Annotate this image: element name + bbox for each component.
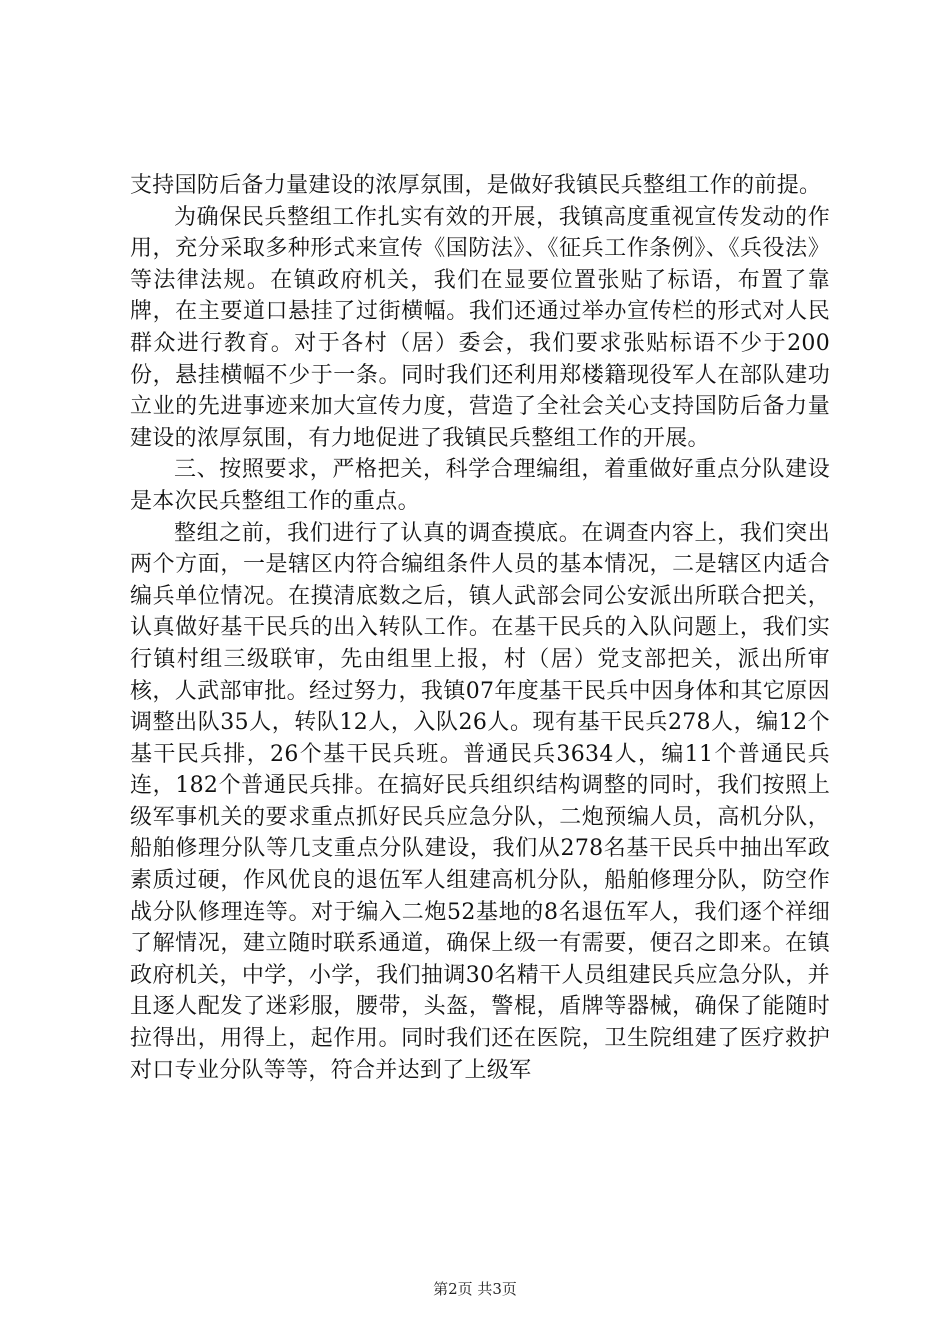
page-number-label: 第2页 共3页 bbox=[433, 1280, 517, 1298]
paragraph-1: 支持国防后备力量建设的浓厚氛围，是做好我镇民兵整组工作的前提。 bbox=[130, 173, 822, 198]
document-body bbox=[130, 170, 830, 1086]
paragraph-2: 为确保民兵整组工作扎实有效的开展，我镇高度重视宣传发动的作用，充分采取多种形式来宣传《国防法》、《征兵工作条例》、《兵役法》等法律法规。在镇政府机关，我们在显要位置张贴了标语，布置了靠牌，在主要道口悬挂了过街横幅。我们还通过举办宣传栏的形式对人民群众进行教育。对于各村（居）委会，我们要求张贴标语不少于200份，悬挂横幅不少于一条。同时我们还利用郑楼籍现役军人在部队建功立业的先进事迹来加大宣传力度，营造了全社会关心支持国防后备力量建设的浓厚氛围，有力地促进了我镇民兵整组工作的开展。 bbox=[130, 204, 830, 451]
page-footer bbox=[0, 1278, 950, 1299]
paragraph-4: 整组之前，我们进行了认真的调查摸底。在调查内容上，我们突出两个方面，一是辖区内符合编组条件人员的基本情况，二是辖区内适合编兵单位情况。在摸清底数之后，镇人武部会同公安派出所联合把关，认真做好基干民兵的出入转队工作。在基干民兵的入队问题上，我们实行镇村组三级联审，先由组里上报，村（居）党支部把关，派出所审核，人武部审批。经过努力，我镇07年度基干民兵中因身体和其它原因调整出队35人，转队12人，入队26人。现有基干民兵278人，编12个基干民兵排，26个基干民兵班。普通民兵3634人，编11个普通民兵连，182个普通民兵排。在搞好民兵组织结构调整的同时，我们按照上级军事机关的要求重点抓好民兵应急分队，二炮预编人员，高机分队，船舶修理分队等几支重点分队建设，我们从278名基干民兵中抽出军政素质过硬，作风优良的退伍军人组建高机分队，船舶修理分队，防空作战分队修理连等。对于编入二炮52基地的8名退伍军人，我们逐个祥细了解情况，建立随时联系通道，确保上级一有需要，便召之即来。在镇政府机关，中学，小学，我们抽调30名精干人员组建民兵应急分队，并且逐人配发了迷彩服，腰带，头盔，警棍，盾牌等器械，确保了能随时拉得出，用得上，起作用。同时我们还在医院，卫生院组建了医疗救护对口专业分队等等，符合并达到了上级军 bbox=[130, 520, 830, 1083]
paragraph-3: 三、按照要求，严格把关，科学合理编组，着重做好重点分队建设是本次民兵整组工作的重点。 bbox=[130, 457, 830, 514]
